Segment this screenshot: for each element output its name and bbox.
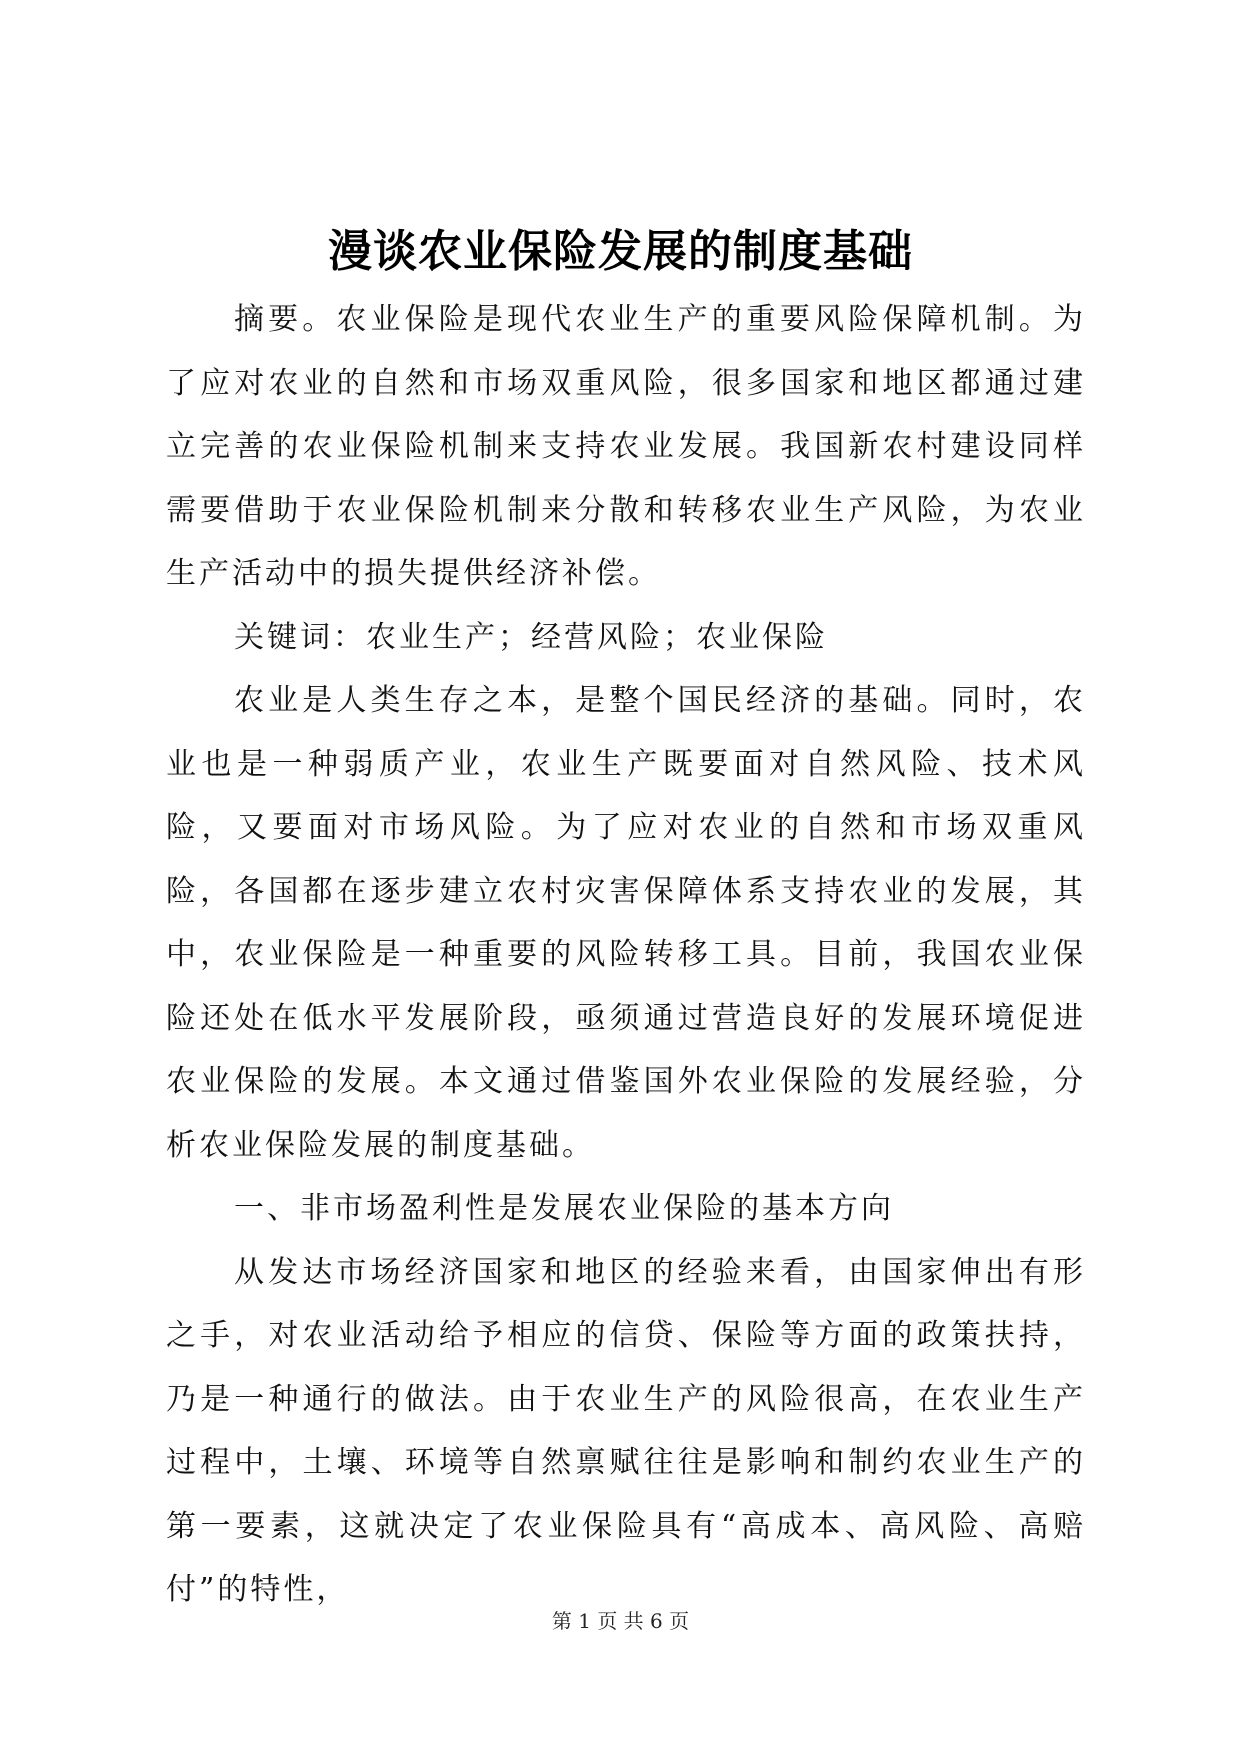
document-body: [166, 288, 1086, 1622]
keywords-paragraph: 关键词：农业生产；经营风险；农业保险: [234, 619, 828, 655]
section-heading: 一、非市场盈利性是发展农业保险的基本方向: [234, 1191, 894, 1226]
abstract-paragraph: 摘要。农业保险是现代农业生产的重要风险保障机制。为了应对农业的自然和市场双重风险，很多国家和地区都通过建立完善的农业保险机制来支持农业发展。我国新农村建设同样需要借助于农业保险机制来分散和转移农业生产风险，为农业生产活动中的损失提供经济补偿。: [166, 302, 1086, 591]
document-title: 漫谈农业保险发展的制度基础: [328, 226, 913, 277]
section-paragraph: 从发达市场经济国家和地区的经验来看，由国家伸出有形之手，对农业活动给予相应的信贷、保险等方面的政策扶持，乃是一种通行的做法。由于农业生产的风险很高，在农业生产过程中，土壤、环境等自然禀赋往往是影响和制约农业生产的第一要素，这就决定了农业保险具有“高成本、高风险、高赔付”的特性，: [166, 1254, 1086, 1607]
page-footer: 第 1 页 共 6 页: [551, 1609, 690, 1633]
intro-paragraph: 农业是人类生存之本，是整个国民经济的基础。同时，农业也是一种弱质产业，农业生产既要面对自然风险、技术风险，又要面对市场风险。为了应对农业的自然和市场双重风险，各国都在逐步建立农村灾害保障体系支持农业的发展，其中，农业保险是一种重要的风险转移工具。目前，我国农业保险还处在低水平发展阶段，亟须通过营造良好的发展环境促进农业保险的发展。本文通过借鉴国外农业保险的发展经验，分析农业保险发展的制度基础。: [166, 683, 1086, 1163]
